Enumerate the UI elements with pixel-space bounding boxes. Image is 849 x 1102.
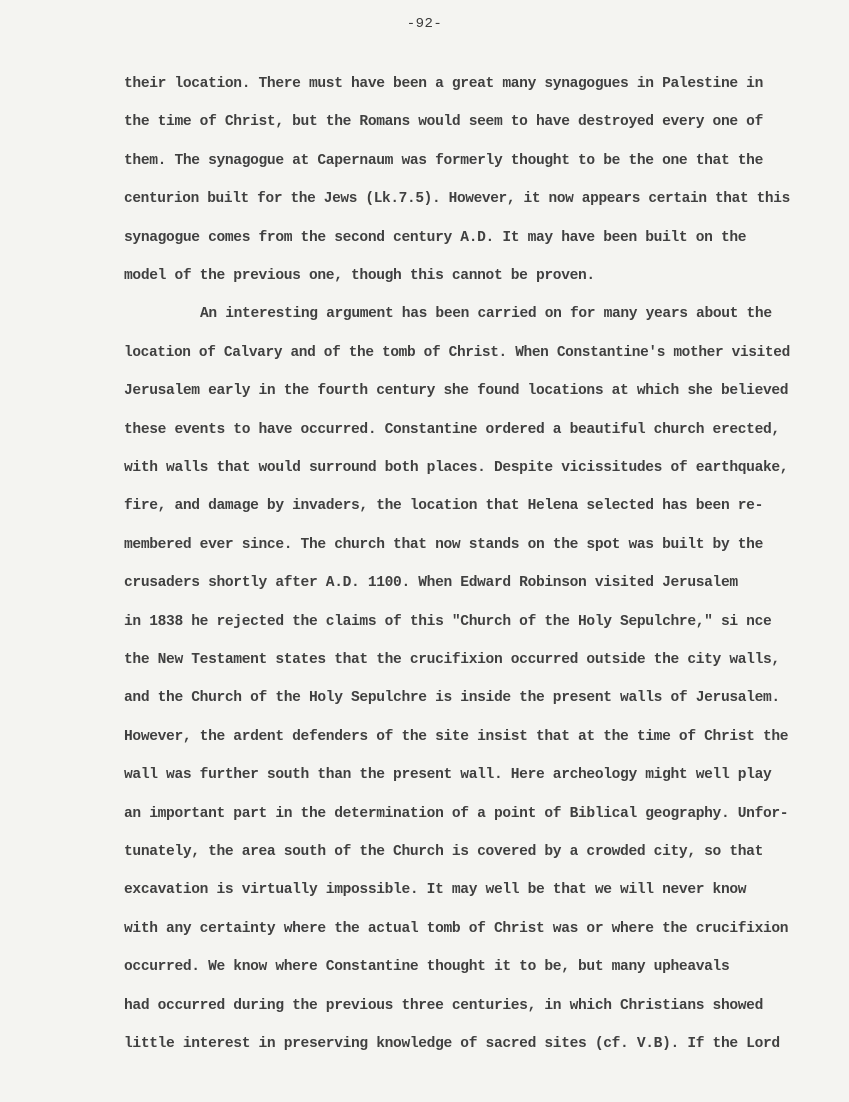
text-line: an important part in the determination of a point of Biblical geography. Unfor-	[124, 805, 789, 822]
text-line: membered ever since. The church that now stands on the spot was built by the	[124, 536, 763, 553]
text-line: excavation is virtually impossible. It may well be that we will never know	[124, 882, 747, 899]
text-line: location of Calvary and of the tomb of Christ. When Constantine's mother visited	[124, 344, 790, 361]
text-line: them. The synagogue at Capernaum was formerly thought to be the one that the	[124, 152, 763, 169]
text-line: occurred. We know where Constantine thought it to be, but many upheavals	[124, 959, 730, 976]
text-line: fire, and damage by invaders, the location that Helena selected has been re-	[124, 498, 763, 515]
text-line: had occurred during the previous three centuries, in which Christians showed	[124, 997, 763, 1014]
text-line: centurion built for the Jews (Lk.7.5). However, it now appears certain that this	[124, 191, 790, 208]
text-line: Jerusalem early in the fourth century she found locations at which she believed	[124, 383, 789, 400]
text-line: their location. There must have been a great many synagogues in Palestine in	[124, 76, 763, 92]
text-line: these events to have occurred. Constantine ordered a beautiful church erected,	[124, 421, 780, 438]
page-number: -92-	[406, 16, 443, 32]
text-line: with any certainty where the actual tomb of Christ was or where the crucifixion	[124, 920, 789, 937]
text-line: model of the previous one, though this cannot be proven.	[124, 268, 595, 284]
text-line: little interest in preserving knowledge of sacred sites (cf. V.B). If the Lord	[124, 1036, 780, 1052]
text-line: crusaders shortly after A.D. 1100. When Edward Robinson visited Jerusalem	[124, 575, 738, 592]
text-line: with walls that would surround both places. Despite vicissitudes of earthquake,	[124, 460, 789, 476]
text-line: tunately, the area south of the Church is covered by a crowded city, so that	[124, 844, 763, 860]
text-line: the New Testament states that the crucifixion occurred outside the city walls,	[124, 652, 780, 668]
paragraph-start-line: An interesting argument has been carried on for many years about the	[200, 306, 772, 323]
text-line: wall was further south than the present wall. Here archeology might well play	[124, 767, 772, 784]
text-line: in 1838 he rejected the claims of this "Church of the Holy Sepulchre," si nce	[124, 613, 772, 630]
text-line: However, the ardent defenders of the site insist that at the time of Christ the	[124, 728, 789, 745]
text-line: and the Church of the Holy Sepulchre is inside the present walls of Jerusalem.	[124, 690, 780, 707]
text-line: synagogue comes from the second century A.D. It may have been built on the	[124, 229, 747, 246]
text-line: the time of Christ, but the Romans would seem to have destroyed every one of	[124, 114, 763, 131]
